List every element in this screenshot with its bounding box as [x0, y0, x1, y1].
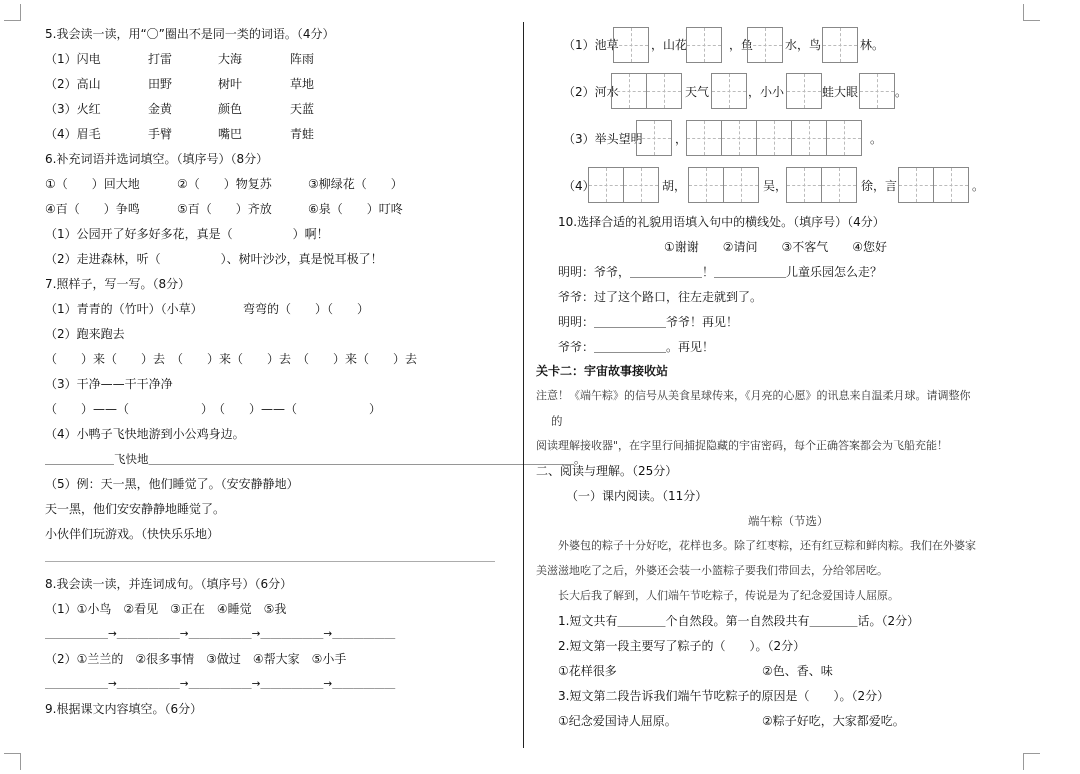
poem-text: 。 — [870, 132, 883, 146]
passage-paragraph: 长大后我了解到，人们端午节吃粽子，传说是为了纪念爱国诗人屈原。 — [558, 589, 899, 602]
q8-blank-line: ＿＿＿＿＿＿→＿＿＿＿＿＿→＿＿＿＿＿＿→＿＿＿＿＿＿→＿＿＿＿＿＿ — [45, 628, 396, 640]
poem-text: 徐，言 — [861, 179, 898, 193]
answer-option: ②色、香、味 — [762, 664, 833, 678]
q7-title: 7.照样子，写一写。（8分） — [45, 277, 191, 291]
q8-words: （1）①小鸟 ②看见 ③正在 ④睡觉 ⑤我 — [45, 602, 287, 616]
q7-blank-line: ＿＿＿＿＿＿飞快地＿＿＿＿＿＿＿＿＿＿＿＿＿＿＿＿＿＿＿＿＿＿＿＿＿＿＿＿＿＿＿＿＿＿＿＿＿。 — [45, 452, 586, 466]
writing-grid[interactable] — [688, 167, 759, 203]
poem-text: （3）举头望明 — [563, 132, 643, 146]
q10-title: 10.选择合适的礼貌用语填入句中的横线处。（填序号）（4分） — [558, 215, 885, 229]
q5-word: 颜色 — [218, 102, 243, 116]
stage-notice: 阅读理解接收器"，在字里行间捕捉隐藏的宇宙密码，每个正确答案都会为飞船充能！ — [536, 439, 949, 452]
q6-item: ③柳绿花（ ） — [308, 177, 403, 191]
writing-grid[interactable] — [898, 167, 969, 203]
writing-grid[interactable] — [686, 27, 722, 63]
q7-blank-line: （ ）——（ ） （ ）——（ ） — [45, 402, 382, 416]
crop-mark — [4, 753, 21, 770]
q8-words: （2）①兰兰的 ②很多事情 ③做过 ④帮大家 ⑤小手 — [45, 652, 347, 666]
q5-word: 天蓝 — [290, 102, 315, 116]
dialogue-line: 爷爷：＿＿＿＿＿＿。再见！ — [558, 340, 715, 354]
writing-grid[interactable] — [822, 27, 858, 63]
stage-notice: 注意！《端午粽》的信号从美食星球传来，《月亮的心愿》的讯息来自温柔月球。请调整你 — [536, 389, 971, 402]
q5-word: （3）火红 — [45, 102, 101, 116]
column-divider — [523, 22, 524, 748]
writing-grid[interactable] — [588, 167, 659, 203]
q7-example: （4）小鸭子飞快地游到小公鸡身边。 — [45, 427, 245, 441]
poem-text: ，鱼 — [729, 38, 754, 52]
q7-example: （5）例：天一黑，他们睡觉了。（安安静静地） — [45, 477, 299, 491]
q9-title: 9.根据课文内容填空。（6分） — [45, 702, 203, 716]
poem-text: ， — [675, 132, 688, 146]
poem-text: 。 — [895, 85, 908, 99]
answer-option: ②粽子好吃，大家都爱吃。 — [762, 714, 905, 728]
q5-word: 青蛙 — [290, 127, 315, 141]
q5-word: （1）闪电 — [45, 52, 101, 66]
passage-paragraph: 美滋滋地吃了之后，外婆还会装一小篮粽子要我们带回去，分给邻居吃。 — [536, 564, 888, 577]
q5-word: （4）眉毛 — [45, 127, 101, 141]
writing-grid[interactable] — [786, 73, 822, 109]
q7-example: （3）干净——干干净净 — [45, 377, 173, 391]
answer-option: ①纪念爱国诗人屈原。 — [558, 714, 677, 728]
q6-sentence: （2）走进森林，听（ ）、树叶沙沙，真是悦耳极了！ — [45, 252, 383, 266]
crop-mark — [4, 4, 21, 21]
poem-text: 吴， — [763, 179, 788, 193]
q5-word: 嘴巴 — [218, 127, 243, 141]
q5-word: 阵雨 — [290, 52, 315, 66]
poem-text: （1）池草 — [563, 38, 619, 52]
crop-mark — [1023, 4, 1040, 21]
writing-grid[interactable] — [859, 73, 895, 109]
q7-example: 天一黑，他们安安静静地睡觉了。 — [45, 502, 226, 516]
q5-word: 树叶 — [218, 77, 243, 91]
q6-item: ⑤百（ ）齐放 — [177, 202, 272, 216]
reading-question: 2.短文第一段主要写了粽子的（ ）。（2分） — [558, 639, 806, 653]
q5-word: 金黄 — [148, 102, 173, 116]
q10-options: ①谢谢 ②请问 ③不客气 ④您好 — [664, 240, 888, 254]
q6-sentence: （1）公园开了好多好多花，真是（ ）啊！ — [45, 227, 329, 241]
poem-text: 天气 — [685, 85, 710, 99]
dialogue-line: 明明：爷爷，＿＿＿＿＿＿！＿＿＿＿＿＿儿童乐园怎么走？ — [558, 265, 883, 279]
poem-text: ，小小 — [748, 85, 785, 99]
writing-grid[interactable] — [611, 73, 682, 109]
q5-word: 手臂 — [148, 127, 173, 141]
poem-text: （2）河水 — [563, 85, 619, 99]
poem-text: 胡， — [662, 179, 687, 193]
q7-answer: 弯弯的（ ）（ ） — [243, 302, 370, 316]
writing-grid[interactable] — [613, 27, 649, 63]
q8-blank-line: ＿＿＿＿＿＿→＿＿＿＿＿＿→＿＿＿＿＿＿→＿＿＿＿＿＿→＿＿＿＿＿＿ — [45, 678, 396, 690]
q7-example: （1）青青的（竹叶）（小草） — [45, 302, 203, 316]
q5-word: 草地 — [290, 77, 315, 91]
q5-word: （2）高山 — [45, 77, 101, 91]
q6-item: ①（ ）回大地 — [45, 177, 140, 191]
writing-grid[interactable] — [747, 27, 783, 63]
writing-grid[interactable] — [786, 167, 857, 203]
q7-example: 小伙伴们玩游戏。（快快乐乐地） — [45, 527, 220, 541]
poem-text: 水，鸟 — [785, 38, 822, 52]
q5-word: 打雷 — [148, 52, 173, 66]
q7-example: （2）跑来跑去 — [45, 327, 125, 341]
passage-paragraph: 外婆包的粽子十分好吃，花样也多。除了红枣粽，还有红豆粽和鲜肉粽。我们在外婆家 — [558, 539, 976, 552]
writing-grid[interactable] — [636, 120, 672, 156]
crop-mark — [1023, 753, 1040, 770]
q5-title: 5.我会读一读，用“〇”圈出不是同一类的词语。（4分） — [45, 27, 335, 41]
dialogue-line: 爷爷：过了这个路口，往左走就到了。 — [558, 290, 763, 304]
q8-title: 8.我会读一读，并连词成句。（填序号）（6分） — [45, 577, 293, 591]
poem-text: （4） — [563, 179, 595, 193]
poem-text: 蛙大眼 — [822, 85, 859, 99]
writing-grid[interactable] — [686, 120, 862, 156]
reading-question: 1.短文共有＿＿＿＿个自然段。第一自然段共有＿＿＿＿话。（2分） — [558, 614, 920, 628]
q5-word: 田野 — [148, 77, 173, 91]
poem-text: 。 — [972, 179, 985, 193]
q5-word: 大海 — [218, 52, 243, 66]
writing-grid[interactable] — [711, 73, 747, 109]
q6-item: ②（ ）物复苏 — [177, 177, 272, 191]
subsection-title: （一）课内阅读。（11分） — [566, 489, 708, 503]
dialogue-line: 明明：＿＿＿＿＿＿爷爷！再见！ — [558, 315, 739, 329]
stage-title: 关卡二：宇宙故事接收站 — [536, 364, 669, 378]
reading-question: 3.短文第二段告诉我们端午节吃粽子的原因是（ ）。（2分） — [558, 689, 890, 703]
answer-option: ①花样很多 — [558, 664, 617, 678]
q6-title: 6.补充词语并选词填空。（填序号）（8分） — [45, 152, 269, 166]
q6-item: ⑥泉（ ）叮咚 — [308, 202, 403, 216]
poem-text: 林。 — [860, 38, 885, 52]
poem-text: ，山花 — [651, 38, 688, 52]
stage-notice: 的 — [551, 414, 563, 428]
section-title: 二、阅读与理解。（25分） — [536, 464, 678, 478]
passage-title: 端午粽（节选） — [748, 514, 829, 528]
q7-blank-line: （ ）来（ ）去 （ ）来（ ）去 （ ）来（ ）去 — [45, 352, 418, 366]
q7-blank-line: ＿＿＿＿＿＿＿＿＿＿＿＿＿＿＿＿＿＿＿＿＿＿＿＿＿＿＿＿＿＿＿＿＿＿＿＿＿＿＿＿＿＿＿＿＿＿＿＿＿＿ — [45, 554, 496, 564]
q6-item: ④百（ ）争鸣 — [45, 202, 140, 216]
